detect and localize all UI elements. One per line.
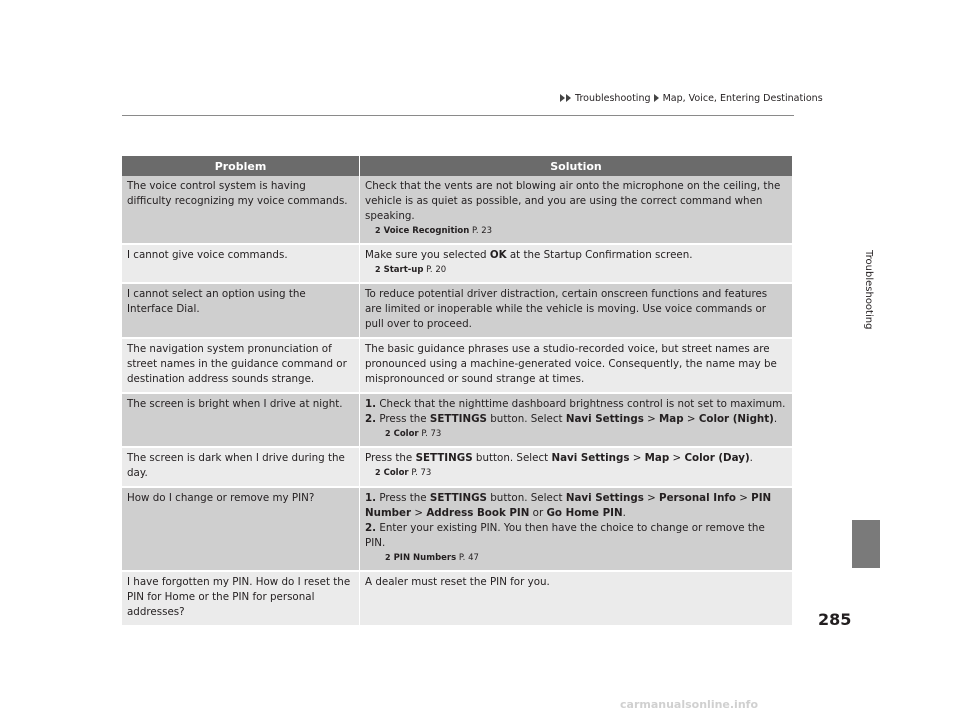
problem-cell: I have forgotten my PIN. How do I reset the PIN for Home or the PIN for personal addresses?	[122, 571, 360, 625]
table-row	[122, 571, 792, 625]
page-reference[interactable]: 2 Color P. 73	[385, 429, 442, 439]
table-row	[122, 338, 792, 393]
solution-text: Check that the vents are not blowing air onto the microphone on the ceiling, the vehicle is as quiet as possible, and you are using the correct command when speaking.	[365, 180, 781, 222]
page-reference[interactable]: 2 Start-up P. 20	[375, 265, 447, 275]
step-2: 2. Enter your existing PIN. You then have the choice to change or remove the PIN.	[365, 522, 765, 549]
page-reference[interactable]: 2 PIN Numbers P. 47	[385, 553, 479, 563]
solution-cell	[360, 176, 793, 244]
table-row	[122, 393, 792, 447]
header-divider	[122, 115, 794, 116]
page-number: 285	[818, 610, 852, 629]
arrow-icon	[566, 94, 571, 102]
column-header-solution: Solution	[360, 156, 793, 176]
table-row	[122, 176, 792, 244]
reference-icon: 2	[385, 553, 391, 562]
solution-cell: A dealer must reset the PIN for you.	[360, 571, 793, 625]
step-2: 2. Press the SETTINGS button. Select Navi Settings > Map > Color (Night).	[365, 413, 778, 425]
reference-icon: 2	[375, 226, 381, 235]
step-1: 1. Check that the nighttime dashboard brightness control is not set to maximum.	[365, 398, 786, 410]
problem-cell: How do I change or remove my PIN?	[122, 487, 360, 571]
solution-cell: Make sure you selected OK at the Startup Confirmation screen. 2 Start-up P. 20	[360, 244, 793, 283]
solution-cell	[360, 487, 793, 571]
table-row	[122, 487, 792, 571]
watermark: carmanualsonline.info	[620, 698, 758, 711]
page-reference[interactable]: 2 Color P. 73	[375, 468, 432, 478]
step-1: 1. Press the SETTINGS button. Select Navi Settings > Personal Info > PIN Number > Address Book PIN or Go Home PIN.	[365, 492, 772, 519]
reference-icon: 2	[375, 468, 381, 477]
problem-cell: The voice control system is having difficulty recognizing my voice commands.	[122, 176, 360, 244]
breadcrumb-item[interactable]: Troubleshooting	[575, 93, 651, 104]
problem-cell: I cannot select an option using the Interface Dial.	[122, 283, 360, 338]
section-side-label: Troubleshooting	[863, 250, 874, 330]
table-row	[122, 283, 792, 338]
column-header-problem: Problem	[122, 156, 360, 176]
breadcrumb-item[interactable]: Map, Voice, Entering Destinations	[662, 93, 823, 104]
section-tab	[852, 520, 880, 568]
problem-cell: The screen is bright when I drive at night.	[122, 393, 360, 447]
solution-cell: The basic guidance phrases use a studio-recorded voice, but street names are pronounced using a machine-generated voice. Consequently, the name may be mispronounced or sound strange at times.	[360, 338, 793, 393]
problem-cell: The navigation system pronunciation of street names in the guidance command or destination address sounds strange.	[122, 338, 360, 393]
problem-cell: The screen is dark when I drive during the day.	[122, 447, 360, 487]
solution-cell	[360, 393, 793, 447]
arrow-icon	[560, 94, 565, 102]
arrow-icon	[654, 94, 659, 102]
solution-cell: To reduce potential driver distraction, certain onscreen functions and features are limited or inoperable while the vehicle is moving. Use voice commands or pull over to proceed.	[360, 283, 793, 338]
problem-cell: I cannot give voice commands.	[122, 244, 360, 283]
breadcrumb	[560, 93, 823, 104]
table-row	[122, 447, 792, 487]
reference-icon: 2	[385, 429, 391, 438]
troubleshooting-table	[122, 156, 792, 625]
page-reference[interactable]: 2 Voice Recognition P. 23	[375, 226, 493, 236]
solution-cell: Press the SETTINGS button. Select Navi Settings > Map > Color (Day). 2 Color P. 73	[360, 447, 793, 487]
reference-icon: 2	[375, 265, 381, 274]
table-row	[122, 244, 792, 283]
